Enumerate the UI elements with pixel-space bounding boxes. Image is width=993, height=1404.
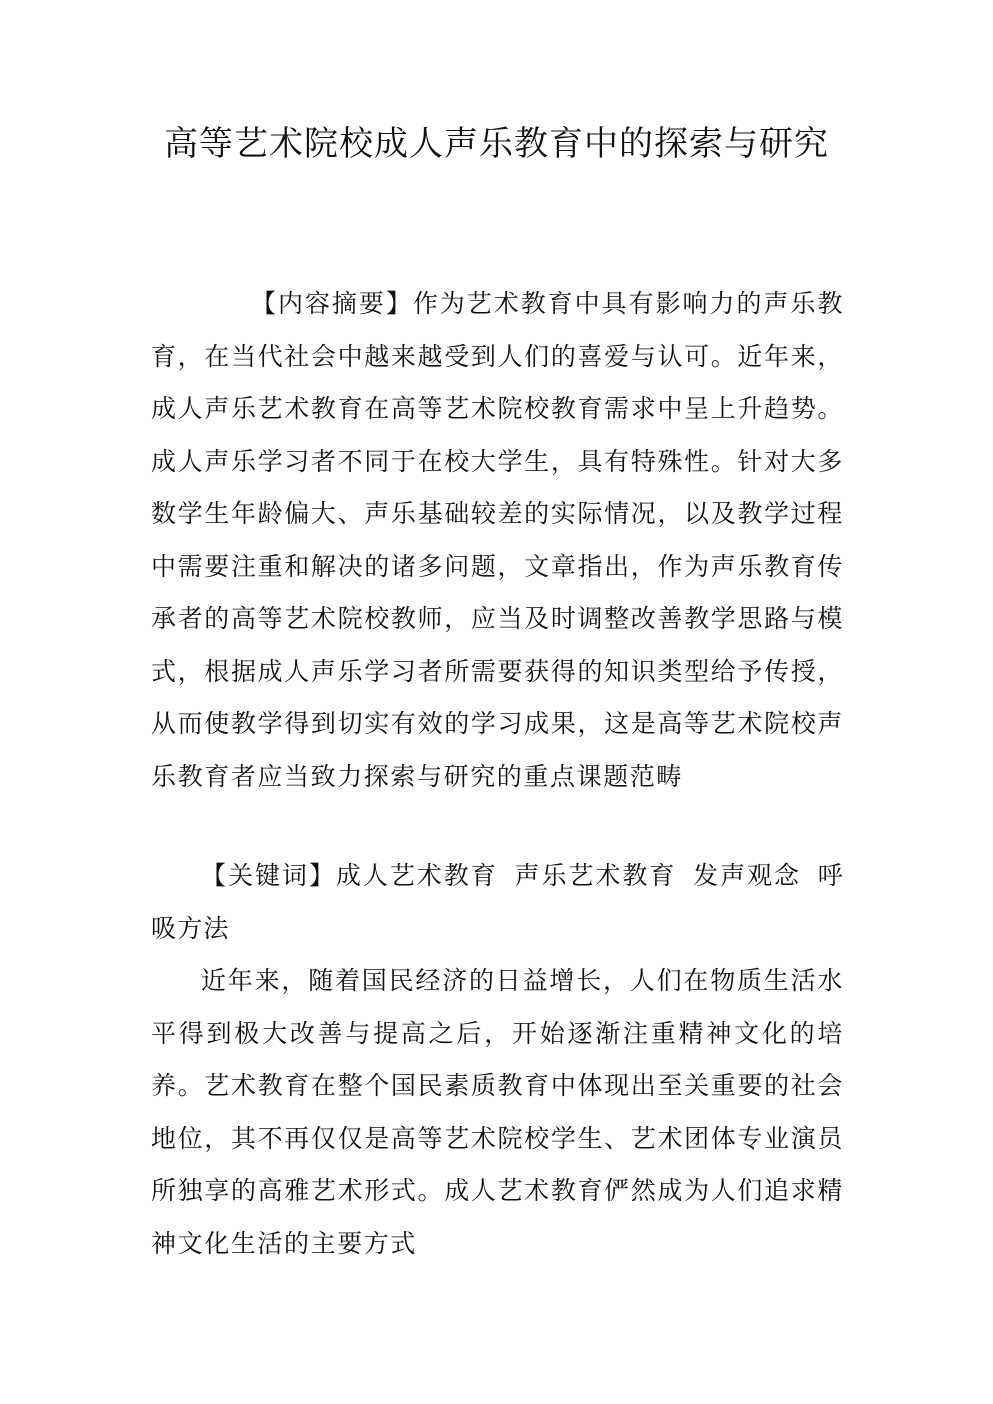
document-title: 高等艺术院校成人声乐教育中的探索与研究 [164,124,829,164]
intro-paragraph: 近年来，随着国民经济的日益增长，人们在物质生活水平得到极大改善与提高之后，开始逐渐注重精神文化的培养。艺术教育在整个国民素质教育中体现出至关重要的社会地位，其不再仅仅是高等艺术院校学生、艺术团体专业演员所独享的高雅艺术形式。成人艺术教育俨然成为人们追求精神文化生活的主要方式 [151,966,844,1258]
keyword-item: 声乐艺术教育 [513,861,677,890]
abstract-paragraph [151,278,844,803]
abstract-text: 作为艺术教育中具有影响力的声乐教育，在当代社会中越来越受到人们的喜爱与认可。近年来，成人声乐艺术教育在高等艺术院校教育需求中呈上升趋势。成人声乐学习者不同于在校大学生，具有特殊性。针对大多数学生年龄偏大、声乐基础较差的实际情况，以及教学过程中需要注重和解决的诸多问题，文章指出，作为声乐教育传承者的高等艺术院校教师，应当及时调整改善教学思路与模式，根据成人声乐学习者所需要获得的知识类型给予传授，从而使教学得到切实有效的学习成果，这是高等艺术院校声乐教育者应当致力探索与研究的重点课题范畴 [151,289,844,791]
keyword-item: 成人艺术教育 [335,861,498,890]
abstract-label: 【内容摘要】 [251,289,413,318]
keywords-paragraph [151,850,844,955]
keyword-item: 发声观念 [692,861,802,890]
keywords-label: 【关键词】 [201,861,336,890]
keyword-item: 呼吸方法 [151,861,844,943]
